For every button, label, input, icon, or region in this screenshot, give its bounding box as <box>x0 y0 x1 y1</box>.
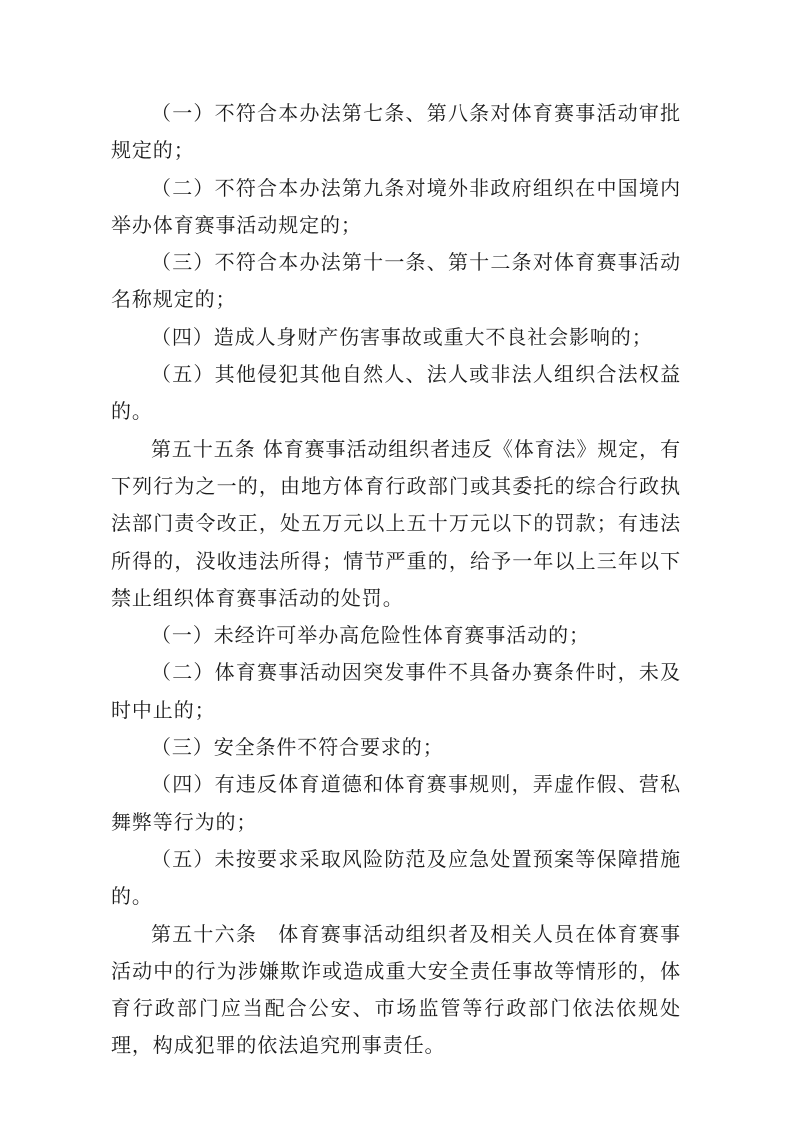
paragraph-item-1-approval: （一）不符合本办法第七条、第八条对体育赛事活动审批规定的； <box>111 101 681 163</box>
article-55-item-2: （二）体育赛事活动因突发事件不具备办赛条件时，未及时中止的； <box>111 660 681 722</box>
paragraph-item-3-event-name: （三）不符合本办法第十一条、第十二条对体育赛事活动名称规定的； <box>111 250 681 312</box>
article-55-item-5: （五）未按要求采取风险防范及应急处置预案等保障措施的。 <box>111 846 681 909</box>
article-55-item-1: （一）未经许可举办高危险性体育赛事活动的； <box>151 623 590 648</box>
article-55-item-3: （三）安全条件不符合要求的； <box>151 735 444 760</box>
article-55: 第五十五条 体育赛事活动组织者违反《体育法》规定，有下列行为之一的，由地方体育行政部门或其委托的综合行政执法部门责令改正，处五万元以上五十万元以下的罚款；有违法所得的，没收违法所得；情节严重的，给予一年以上三年以下禁止组织体育赛事活动的处罚。 <box>111 436 681 610</box>
article-56: 第五十六条 体育赛事活动组织者及相关人员在体育赛事活动中的行为涉嫌欺诈或造成重大安全责任事故等情形的，体育行政部门应当配合公安、市场监管等行政部门依法依规处理，构成犯罪的依法追究刑事责任。 <box>111 921 681 1058</box>
article-55-item-4: （四）有违反体育道德和体育赛事规则，弄虚作假、营私舞弊等行为的； <box>111 772 681 834</box>
paragraph-item-4-injury: （四）造成人身财产伤害事故或重大不良社会影响的； <box>151 324 653 349</box>
document-body <box>111 95 681 1065</box>
paragraph-item-2-overseas-ngo: （二）不符合本办法第九条对境外非政府组织在中国境内举办体育赛事活动规定的； <box>111 175 681 237</box>
paragraph-item-5-rights: （五）其他侵犯其他自然人、法人或非法人组织合法权益的。 <box>111 362 681 424</box>
